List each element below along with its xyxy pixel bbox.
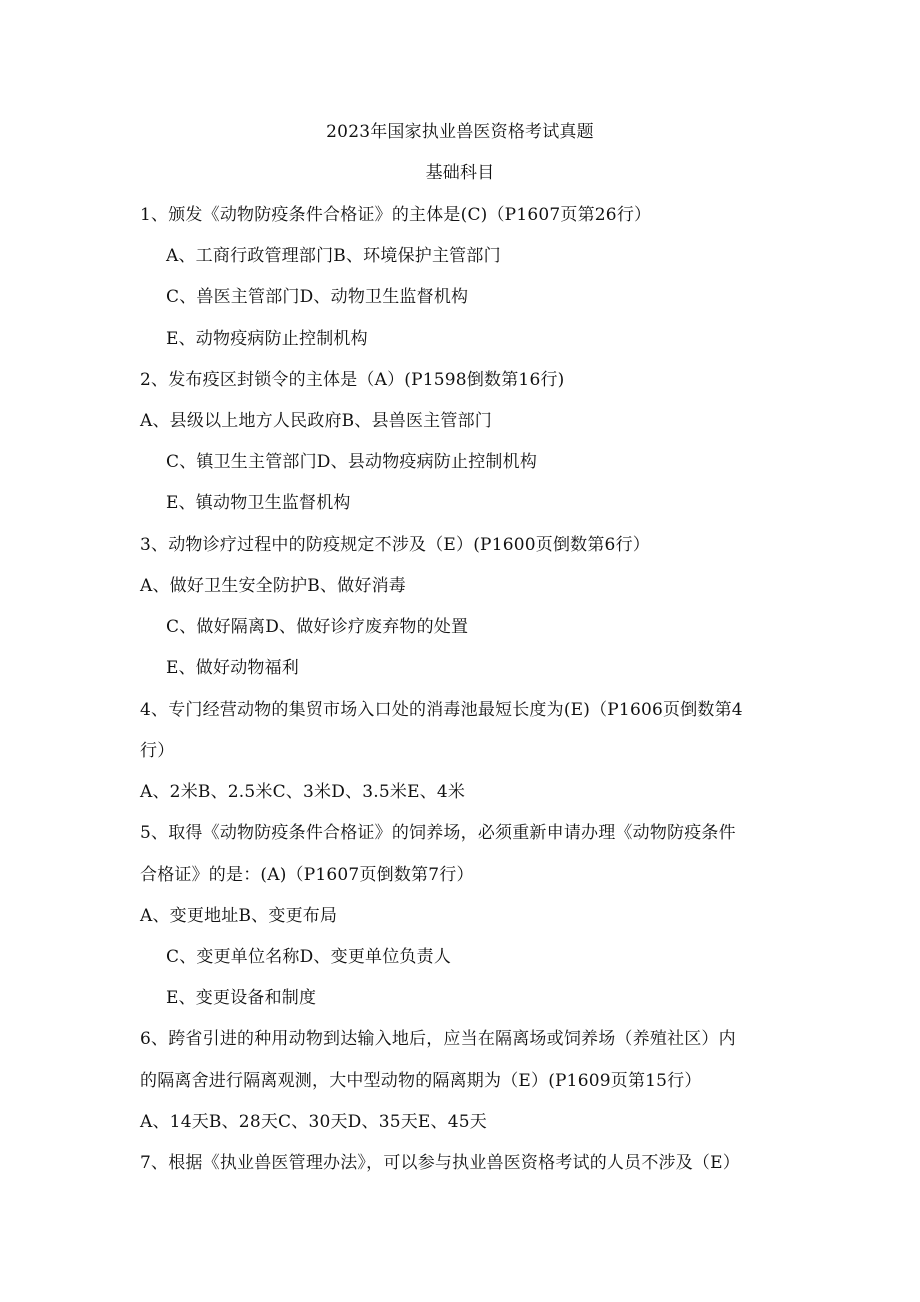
question-6-options: A、14天B、28天C、30天D、35天E、45天 <box>140 1112 487 1132</box>
question-5-continuation: 合格证》的是：(A)（P1607页倒数第7行） <box>140 865 474 885</box>
question-4-continuation: 行） <box>140 741 175 761</box>
question-6-continuation: 的隔离舍进行隔离观测，大中型动物的隔离期为（E）(P1609页第15行） <box>140 1071 702 1091</box>
question-3-option-e: E、做好动物福利 <box>166 658 300 678</box>
question-1: 1、颁发《动物防疫条件合格证》的主体是(C)（P1607页第26行） <box>140 205 652 225</box>
question-4-options: A、2米B、2.5米C、3米D、3.5米E、4米 <box>140 782 466 802</box>
question-1-options-ab: A、工商行政管理部门B、环境保护主管部门 <box>166 246 501 266</box>
question-6: 6、跨省引进的种用动物到达输入地后，应当在隔离场或饲养场（养殖社区）内 <box>140 1029 736 1049</box>
question-2-options-ab: A、县级以上地方人民政府B、县兽医主管部门 <box>140 411 492 431</box>
question-3: 3、动物诊疗过程中的防疫规定不涉及（E）(P1600页倒数第6行） <box>140 535 650 555</box>
question-1-option-e: E、动物疫病防止控制机构 <box>166 329 368 349</box>
question-5-option-e: E、变更设备和制度 <box>166 988 317 1008</box>
question-3-options-ab: A、做好卫生安全防护B、做好消毒 <box>140 576 406 596</box>
question-2-options-cd: C、镇卫生主管部门D、县动物疫病防止控制机构 <box>166 452 538 472</box>
document-title: 2023年国家执业兽医资格考试真题 <box>326 122 594 142</box>
question-4: 4、专门经营动物的集贸市场入口处的消毒池最短长度为(E)（P1606页倒数第4 <box>140 700 743 720</box>
question-2-option-e: E、镇动物卫生监督机构 <box>166 493 351 513</box>
document-subtitle: 基础科目 <box>425 163 495 183</box>
question-5-options-ab: A、变更地址B、变更布局 <box>140 906 338 926</box>
question-2: 2、发布疫区封锁令的主体是（A）(P1598倒数第16行) <box>140 370 565 390</box>
question-5-options-cd: C、变更单位名称D、变更单位负责人 <box>166 947 452 967</box>
question-5: 5、取得《动物防疫条件合格证》的饲养场，必须重新申请办理《动物防疫条件 <box>140 823 736 843</box>
question-1-options-cd: C、兽医主管部门D、动物卫生监督机构 <box>166 287 469 307</box>
question-3-options-cd: C、做好隔离D、做好诊疗废弃物的处置 <box>166 617 469 637</box>
question-7: 7、根据《执业兽医管理办法》，可以参与执业兽医资格考试的人员不涉及（E） <box>140 1153 740 1173</box>
